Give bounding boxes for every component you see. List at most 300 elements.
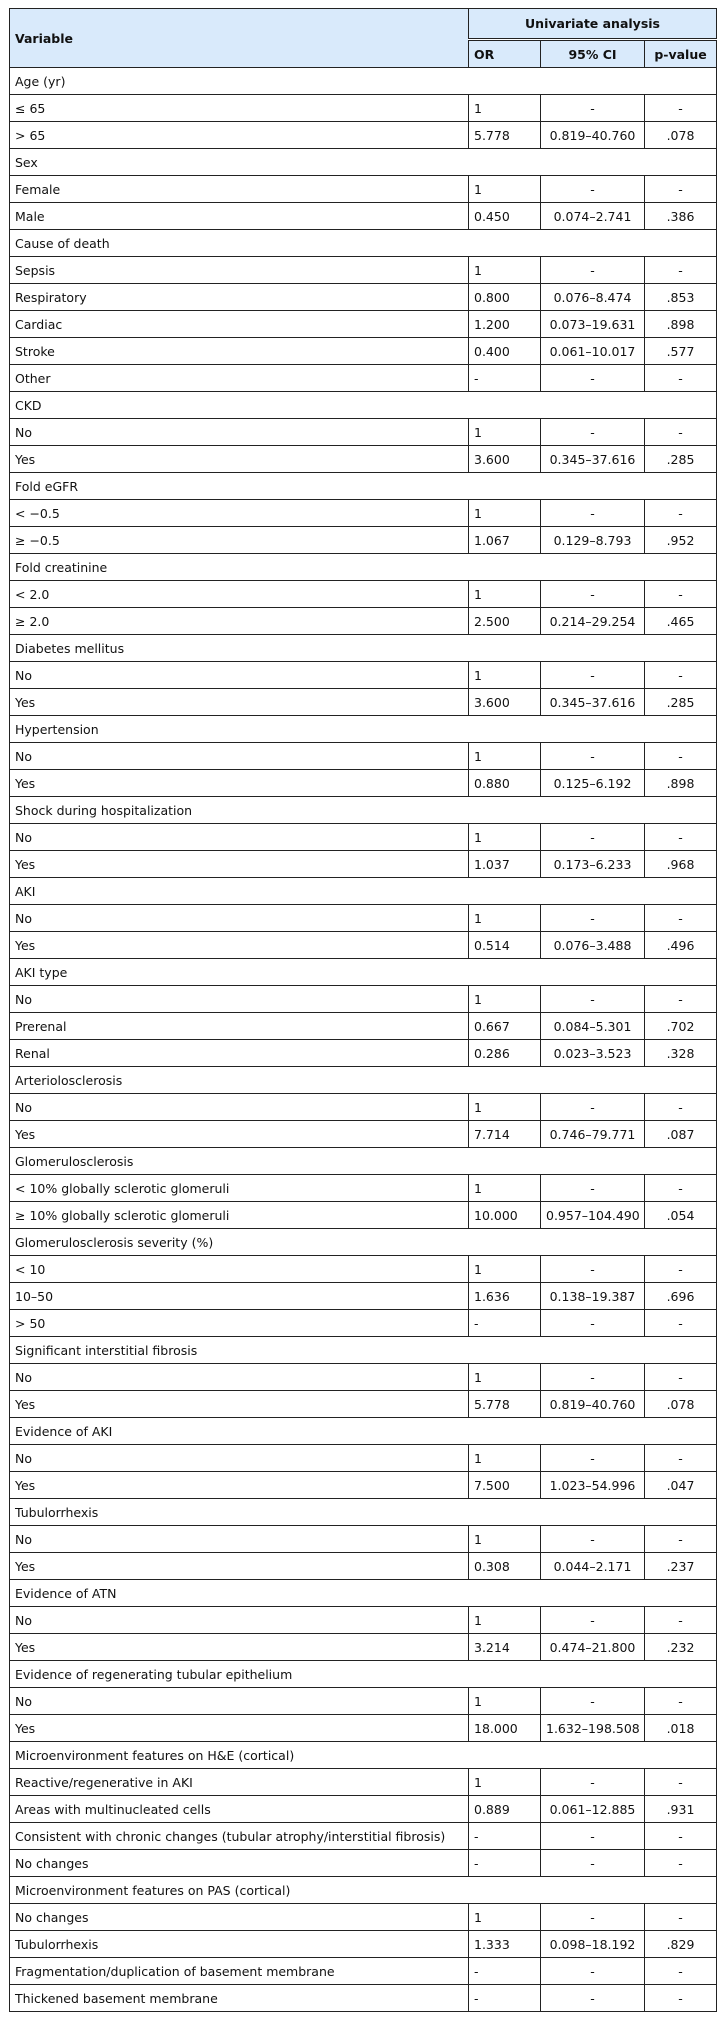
row-label: No <box>10 905 469 932</box>
section-label: Arteriolosclerosis <box>10 1067 717 1094</box>
table-row <box>10 338 717 365</box>
table-row <box>10 1013 717 1040</box>
row-label: Respiratory <box>10 284 469 311</box>
p-value-cell: - <box>645 176 717 203</box>
table-row <box>10 662 717 689</box>
or-cell: 1 <box>469 1094 541 1121</box>
table-row <box>10 1256 717 1283</box>
section-label: Evidence of ATN <box>10 1580 717 1607</box>
row-label: Yes <box>10 1634 469 1661</box>
p-value-cell: - <box>645 419 717 446</box>
ci-cell: - <box>541 257 645 284</box>
or-cell: 0.667 <box>469 1013 541 1040</box>
row-label: Yes <box>10 932 469 959</box>
table-row <box>10 824 717 851</box>
p-value-cell: - <box>645 824 717 851</box>
p-value-cell: .577 <box>645 338 717 365</box>
ci-cell: 0.061–12.885 <box>541 1796 645 1823</box>
table-row <box>10 1094 717 1121</box>
section-row <box>10 392 717 419</box>
section-row <box>10 1877 717 1904</box>
or-cell: 3.214 <box>469 1634 541 1661</box>
section-row <box>10 959 717 986</box>
table-row <box>10 1688 717 1715</box>
section-row <box>10 68 717 95</box>
section-label: Shock during hospitalization <box>10 797 717 824</box>
p-value-cell: - <box>645 500 717 527</box>
table-row <box>10 95 717 122</box>
or-cell: 0.800 <box>469 284 541 311</box>
row-label: Female <box>10 176 469 203</box>
p-value-cell: - <box>645 1094 717 1121</box>
p-value-cell: - <box>645 581 717 608</box>
ci-cell: - <box>541 176 645 203</box>
row-label: Areas with multinucleated cells <box>10 1796 469 1823</box>
table-row <box>10 1040 717 1067</box>
p-value-cell: - <box>645 743 717 770</box>
ci-cell: 0.345–37.616 <box>541 689 645 716</box>
row-label: Yes <box>10 1391 469 1418</box>
ci-cell: - <box>541 1175 645 1202</box>
p-value-cell: .829 <box>645 1931 717 1958</box>
or-cell: 1 <box>469 743 541 770</box>
p-value-cell: - <box>645 1175 717 1202</box>
or-cell: - <box>469 365 541 392</box>
row-label: ≥ 2.0 <box>10 608 469 635</box>
section-label: Fold eGFR <box>10 473 717 500</box>
or-cell: 5.778 <box>469 1391 541 1418</box>
section-row <box>10 1499 717 1526</box>
section-row <box>10 1661 717 1688</box>
section-row <box>10 1742 717 1769</box>
section-label: Cause of death <box>10 230 717 257</box>
p-value-cell: - <box>645 1850 717 1877</box>
or-cell: 1 <box>469 257 541 284</box>
ci-cell: 0.173–6.233 <box>541 851 645 878</box>
p-value-cell: .702 <box>645 1013 717 1040</box>
section-label: Glomerulosclerosis severity (%) <box>10 1229 717 1256</box>
row-label: > 50 <box>10 1310 469 1337</box>
table-row <box>10 527 717 554</box>
section-row <box>10 149 717 176</box>
ci-cell: 0.129–8.793 <box>541 527 645 554</box>
row-label: Yes <box>10 770 469 797</box>
row-label: 10–50 <box>10 1283 469 1310</box>
p-value-cell: - <box>645 1445 717 1472</box>
section-label: Sex <box>10 149 717 176</box>
ci-cell: 0.214–29.254 <box>541 608 645 635</box>
ci-cell: - <box>541 743 645 770</box>
or-cell: 1.067 <box>469 527 541 554</box>
ci-cell: 0.138–19.387 <box>541 1283 645 1310</box>
or-cell: - <box>469 1985 541 2012</box>
ci-cell: 0.076–8.474 <box>541 284 645 311</box>
row-label: > 65 <box>10 122 469 149</box>
ci-cell: - <box>541 1985 645 2012</box>
or-cell: 0.889 <box>469 1796 541 1823</box>
or-cell: 1 <box>469 95 541 122</box>
or-cell: 7.500 <box>469 1472 541 1499</box>
table-body <box>10 68 717 2012</box>
or-cell: 1 <box>469 1175 541 1202</box>
table-row <box>10 1931 717 1958</box>
or-cell: 1 <box>469 986 541 1013</box>
p-value-cell: .465 <box>645 608 717 635</box>
table-row <box>10 1958 717 1985</box>
table-row <box>10 932 717 959</box>
table-row <box>10 770 717 797</box>
p-value-cell: .968 <box>645 851 717 878</box>
or-cell: 1 <box>469 1688 541 1715</box>
row-label: Yes <box>10 689 469 716</box>
section-row <box>10 1067 717 1094</box>
row-label: No <box>10 824 469 851</box>
row-label: No <box>10 419 469 446</box>
or-cell: 18.000 <box>469 1715 541 1742</box>
section-row <box>10 635 717 662</box>
row-label: Yes <box>10 446 469 473</box>
table-row <box>10 1715 717 1742</box>
ci-cell: 0.474–21.800 <box>541 1634 645 1661</box>
p-value-cell: .232 <box>645 1634 717 1661</box>
table-row <box>10 284 717 311</box>
or-cell: 5.778 <box>469 122 541 149</box>
table-row <box>10 311 717 338</box>
section-row <box>10 1148 717 1175</box>
section-row <box>10 1418 717 1445</box>
or-cell: 2.500 <box>469 608 541 635</box>
table-row <box>10 1472 717 1499</box>
table-row <box>10 446 717 473</box>
or-cell: 1.037 <box>469 851 541 878</box>
table-row <box>10 203 717 230</box>
header-ci: 95% CI <box>541 40 645 68</box>
table-row <box>10 986 717 1013</box>
section-label: Evidence of regenerating tubular epithelium <box>10 1661 717 1688</box>
p-value-cell: .078 <box>645 122 717 149</box>
table-row <box>10 1904 717 1931</box>
ci-cell: 0.746–79.771 <box>541 1121 645 1148</box>
row-label: Yes <box>10 1553 469 1580</box>
table-row <box>10 743 717 770</box>
row-label: Other <box>10 365 469 392</box>
table-row <box>10 905 717 932</box>
section-row <box>10 797 717 824</box>
ci-cell: 0.084–5.301 <box>541 1013 645 1040</box>
table-row <box>10 1364 717 1391</box>
ci-cell: 0.125–6.192 <box>541 770 645 797</box>
ci-cell: - <box>541 1256 645 1283</box>
table-row <box>10 689 717 716</box>
section-row <box>10 554 717 581</box>
ci-cell: - <box>541 986 645 1013</box>
ci-cell: 0.819–40.760 <box>541 122 645 149</box>
p-value-cell: - <box>645 986 717 1013</box>
or-cell: 1 <box>469 1607 541 1634</box>
ci-cell: 0.074–2.741 <box>541 203 645 230</box>
table-row <box>10 1769 717 1796</box>
table-row <box>10 257 717 284</box>
ci-cell: 0.061–10.017 <box>541 338 645 365</box>
ci-cell: - <box>541 662 645 689</box>
ci-cell: - <box>541 500 645 527</box>
row-label: < 10% globally sclerotic glomeruli <box>10 1175 469 1202</box>
or-cell: 0.880 <box>469 770 541 797</box>
header-or: OR <box>469 40 541 68</box>
row-label: Renal <box>10 1040 469 1067</box>
row-label: Tubulorrhexis <box>10 1931 469 1958</box>
or-cell: 3.600 <box>469 689 541 716</box>
section-label: Fold creatinine <box>10 554 717 581</box>
or-cell: 1 <box>469 1364 541 1391</box>
row-label: No <box>10 1364 469 1391</box>
row-label: Yes <box>10 1715 469 1742</box>
ci-cell: 1.632–198.508 <box>541 1715 645 1742</box>
ci-cell: - <box>541 1526 645 1553</box>
or-cell: 0.450 <box>469 203 541 230</box>
section-label: Microenvironment features on H&E (cortical) <box>10 1742 717 1769</box>
p-value-cell: - <box>645 1769 717 1796</box>
row-label: < 2.0 <box>10 581 469 608</box>
p-value-cell: .285 <box>645 446 717 473</box>
p-value-cell: .047 <box>645 1472 717 1499</box>
ci-cell: - <box>541 1094 645 1121</box>
header-p-value: p-value <box>645 40 717 68</box>
or-cell: 7.714 <box>469 1121 541 1148</box>
table-row <box>10 122 717 149</box>
or-cell: 1.333 <box>469 1931 541 1958</box>
section-row <box>10 473 717 500</box>
p-value-cell: .952 <box>645 527 717 554</box>
or-cell: - <box>469 1958 541 1985</box>
or-cell: 1 <box>469 581 541 608</box>
or-cell: 1 <box>469 662 541 689</box>
p-value-cell: - <box>645 95 717 122</box>
ci-cell: 0.819–40.760 <box>541 1391 645 1418</box>
row-label: No changes <box>10 1850 469 1877</box>
table-row <box>10 1985 717 2012</box>
p-value-cell: - <box>645 1526 717 1553</box>
row-label: < 10 <box>10 1256 469 1283</box>
or-cell: 0.308 <box>469 1553 541 1580</box>
section-row <box>10 1580 717 1607</box>
or-cell: 1.200 <box>469 311 541 338</box>
p-value-cell: - <box>645 257 717 284</box>
or-cell: - <box>469 1310 541 1337</box>
or-cell: 0.286 <box>469 1040 541 1067</box>
ci-cell: - <box>541 1958 645 1985</box>
ci-cell: - <box>541 1823 645 1850</box>
or-cell: 1 <box>469 419 541 446</box>
row-label: Prerenal <box>10 1013 469 1040</box>
section-label: Diabetes mellitus <box>10 635 717 662</box>
section-label: Age (yr) <box>10 68 717 95</box>
row-label: No <box>10 1094 469 1121</box>
ci-cell: - <box>541 419 645 446</box>
row-label: Thickened basement membrane <box>10 1985 469 2012</box>
table-row <box>10 365 717 392</box>
p-value-cell: .898 <box>645 311 717 338</box>
ci-cell: - <box>541 1310 645 1337</box>
section-row <box>10 1337 717 1364</box>
p-value-cell: .496 <box>645 932 717 959</box>
ci-cell: 0.098–18.192 <box>541 1931 645 1958</box>
or-cell: - <box>469 1823 541 1850</box>
row-label: Yes <box>10 1121 469 1148</box>
univariate-analysis-table <box>9 8 717 2012</box>
section-row <box>10 1229 717 1256</box>
p-value-cell: - <box>645 365 717 392</box>
ci-cell: - <box>541 1769 645 1796</box>
ci-cell: 0.957–104.490 <box>541 1202 645 1229</box>
section-row <box>10 230 717 257</box>
row-label: No <box>10 743 469 770</box>
p-value-cell: .853 <box>645 284 717 311</box>
p-value-cell: - <box>645 662 717 689</box>
row-label: Yes <box>10 851 469 878</box>
section-row <box>10 716 717 743</box>
or-cell: 1 <box>469 905 541 932</box>
section-label: Tubulorrhexis <box>10 1499 717 1526</box>
row-label: Male <box>10 203 469 230</box>
section-label: Significant interstitial fibrosis <box>10 1337 717 1364</box>
section-label: AKI <box>10 878 717 905</box>
table-row <box>10 1445 717 1472</box>
table-row <box>10 1202 717 1229</box>
row-label: No <box>10 986 469 1013</box>
p-value-cell: - <box>645 905 717 932</box>
or-cell: 1 <box>469 1445 541 1472</box>
table-row <box>10 581 717 608</box>
section-label: Evidence of AKI <box>10 1418 717 1445</box>
row-label: < −0.5 <box>10 500 469 527</box>
row-label: Consistent with chronic changes (tubular atrophy/interstitial fibrosis) <box>10 1823 469 1850</box>
ci-cell: - <box>541 1607 645 1634</box>
or-cell: 1 <box>469 1256 541 1283</box>
row-label: Reactive/regenerative in AKI <box>10 1769 469 1796</box>
ci-cell: - <box>541 824 645 851</box>
p-value-cell: - <box>645 1823 717 1850</box>
or-cell: 1 <box>469 1769 541 1796</box>
p-value-cell: .285 <box>645 689 717 716</box>
table-row <box>10 1607 717 1634</box>
ci-cell: - <box>541 95 645 122</box>
p-value-cell: .237 <box>645 1553 717 1580</box>
or-cell: 3.600 <box>469 446 541 473</box>
section-label: Glomerulosclerosis <box>10 1148 717 1175</box>
row-label: Fragmentation/duplication of basement membrane <box>10 1958 469 1985</box>
table-row <box>10 1823 717 1850</box>
ci-cell: - <box>541 905 645 932</box>
row-label: ≥ 10% globally sclerotic glomeruli <box>10 1202 469 1229</box>
table-row <box>10 1175 717 1202</box>
or-cell: 1 <box>469 824 541 851</box>
p-value-cell: .018 <box>645 1715 717 1742</box>
p-value-cell: - <box>645 1607 717 1634</box>
section-label: Microenvironment features on PAS (cortical) <box>10 1877 717 1904</box>
row-label: ≤ 65 <box>10 95 469 122</box>
section-label: CKD <box>10 392 717 419</box>
p-value-cell: .696 <box>645 1283 717 1310</box>
section-label: AKI type <box>10 959 717 986</box>
table-row <box>10 1283 717 1310</box>
table-row <box>10 1310 717 1337</box>
row-label: No <box>10 1688 469 1715</box>
p-value-cell: - <box>645 1958 717 1985</box>
table-row <box>10 1553 717 1580</box>
or-cell: 10.000 <box>469 1202 541 1229</box>
table-row <box>10 1121 717 1148</box>
or-cell: 1 <box>469 176 541 203</box>
table-row <box>10 608 717 635</box>
row-label: Sepsis <box>10 257 469 284</box>
p-value-cell: - <box>645 1310 717 1337</box>
or-cell: 1 <box>469 1904 541 1931</box>
table-row <box>10 1796 717 1823</box>
p-value-cell: - <box>645 1985 717 2012</box>
or-cell: 0.400 <box>469 338 541 365</box>
or-cell: - <box>469 1850 541 1877</box>
table-row <box>10 419 717 446</box>
p-value-cell: .054 <box>645 1202 717 1229</box>
or-cell: 1.636 <box>469 1283 541 1310</box>
row-label: No <box>10 1445 469 1472</box>
ci-cell: 0.345–37.616 <box>541 446 645 473</box>
ci-cell: - <box>541 365 645 392</box>
row-label: No <box>10 1526 469 1553</box>
row-label: Stroke <box>10 338 469 365</box>
p-value-cell: .386 <box>645 203 717 230</box>
table-row <box>10 1391 717 1418</box>
ci-cell: - <box>541 1364 645 1391</box>
table-row <box>10 1634 717 1661</box>
p-value-cell: - <box>645 1364 717 1391</box>
or-cell: 1 <box>469 1526 541 1553</box>
p-value-cell: - <box>645 1256 717 1283</box>
p-value-cell: .078 <box>645 1391 717 1418</box>
section-label: Hypertension <box>10 716 717 743</box>
ci-cell: 0.044–2.171 <box>541 1553 645 1580</box>
ci-cell: - <box>541 1904 645 1931</box>
p-value-cell: .898 <box>645 770 717 797</box>
ci-cell: 0.076–3.488 <box>541 932 645 959</box>
ci-cell: 0.023–3.523 <box>541 1040 645 1067</box>
row-label: Yes <box>10 1472 469 1499</box>
p-value-cell: - <box>645 1904 717 1931</box>
row-label: Cardiac <box>10 311 469 338</box>
p-value-cell: .328 <box>645 1040 717 1067</box>
p-value-cell: .931 <box>645 1796 717 1823</box>
or-cell: 1 <box>469 500 541 527</box>
row-label: No <box>10 1607 469 1634</box>
table-row <box>10 1526 717 1553</box>
p-value-cell: - <box>645 1688 717 1715</box>
table-row <box>10 500 717 527</box>
row-label: No changes <box>10 1904 469 1931</box>
row-label: ≥ −0.5 <box>10 527 469 554</box>
header-variable: Variable <box>10 9 469 68</box>
table-header <box>10 9 717 68</box>
table-row <box>10 851 717 878</box>
ci-cell: - <box>541 1850 645 1877</box>
ci-cell: - <box>541 1445 645 1472</box>
row-label: No <box>10 662 469 689</box>
header-univariate-analysis: Univariate analysis <box>469 9 717 40</box>
table-row <box>10 1850 717 1877</box>
ci-cell: 0.073–19.631 <box>541 311 645 338</box>
table-row <box>10 176 717 203</box>
or-cell: 0.514 <box>469 932 541 959</box>
